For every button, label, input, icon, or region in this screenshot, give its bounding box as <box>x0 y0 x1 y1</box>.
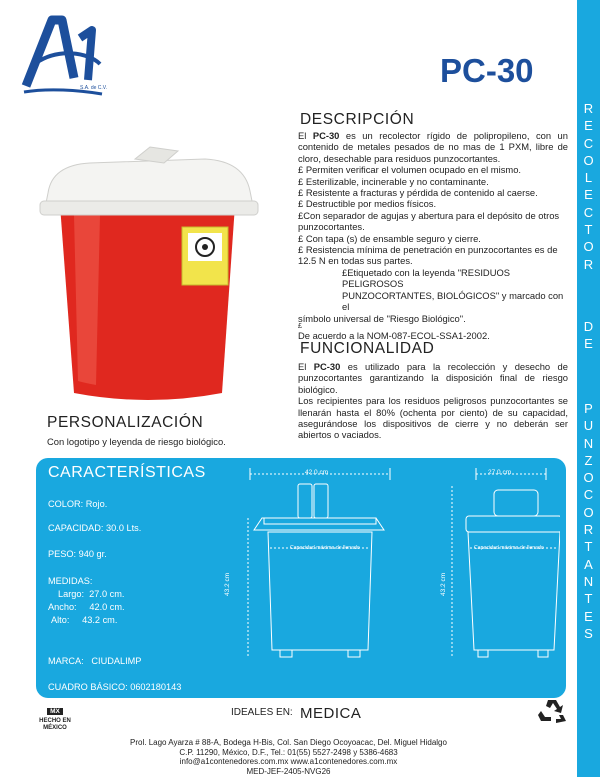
sidebar-letter: N <box>583 573 594 589</box>
sidebar-letter: R <box>583 101 594 116</box>
footer-line: C.P. 11290, México, D.F., Tel.: 01(55) 5527-2498 y 5386-4683 <box>179 747 398 757</box>
sidebar-letter: O <box>583 470 594 486</box>
sidebar-letter: E <box>584 608 593 624</box>
footer-address <box>0 738 577 776</box>
sidebar-letter: R <box>583 256 594 272</box>
funcionalidad-p1: El PC-30 es utilizado para la recolección y desecho de punzocortantes garantizando la disposición final de riesgo biológico. <box>298 361 568 395</box>
spec-alto: Alto: 43.2 cm. <box>51 615 118 625</box>
dim-side-width: 27.0 cm <box>488 469 512 476</box>
dimension-drawing <box>240 462 560 672</box>
sidebar-letter: N <box>583 435 594 451</box>
spec-medidas-label: MEDIDAS: <box>48 576 93 586</box>
spec-largo: Largo: 27.0 cm. <box>58 589 125 599</box>
caracteristicas-title: CARACTERÍSTICAS <box>48 464 206 481</box>
sidebar-letter: U <box>583 418 594 434</box>
spec-marca: MARCA: CIUDALIMP <box>48 656 142 666</box>
descripcion-bullet: £ Esterilizable, incinerable y no contaminante. <box>298 175 489 187</box>
sidebar-letter: L <box>584 170 593 186</box>
sidebar-letter: E <box>584 336 593 352</box>
descripcion-bullet: £ Resistente a fracturas y pérdida de contenido al caerse. <box>298 187 538 199</box>
product-photo <box>30 145 265 405</box>
made-in-mexico-badge <box>36 700 74 730</box>
fill-line-label-side: Capacidad máxima de llenado <box>474 545 544 551</box>
product-code: PC-30 <box>440 52 534 89</box>
descripcion-intro: El PC-30 es un recolector rígido de polipropileno, con un contenido de metales pesados de no mas de 1 PXM, libre de cloro, desechable para residuos punzocortantes. <box>298 130 568 164</box>
descripcion-bullet: £ Permiten verificar el volumen ocupado en el mismo. <box>298 164 522 176</box>
personalizacion-title: PERSONALIZACIÓN <box>47 414 204 431</box>
funcionalidad-title: FUNCIONALIDAD <box>300 340 435 357</box>
sidebar-word-de <box>577 318 600 353</box>
ideales-value: MEDICA <box>300 705 362 722</box>
dim-height-front: 43.2 cm <box>224 572 231 596</box>
sidebar-letter: C <box>583 204 594 220</box>
sidebar-word-punzocortantes <box>577 400 600 642</box>
mx-mark: MX <box>47 708 63 715</box>
sidebar-letter: T <box>584 539 593 555</box>
funcionalidad-body <box>298 361 568 441</box>
ideales-label: IDEALES EN: <box>231 707 293 718</box>
fill-line-label-front: Capacidad máxima de llenado <box>290 545 360 551</box>
sidebar-word-recolector <box>577 100 600 273</box>
made-in-line1: HECHO EN <box>39 718 71 724</box>
descripcion-label-line: £Etiquetado con la leyenda "RESIDUOS PELIGROSOS <box>342 266 511 290</box>
sidebar-letter: O <box>583 239 594 255</box>
sidebar-letter: Z <box>584 452 593 468</box>
descripcion-bullet: £ Resistencia mínima de penetración en punzocortantes es de 12.5 N en todas sus partes. <box>298 244 558 267</box>
footer-line: Prol. Lago Ayarza # 88-A, Bodega H-Bis, Col. San Diego Ocoyoacac, Del. Miguel Hidalgo <box>130 738 447 747</box>
descripcion-bullet: £Con separador de agujas y abertura para el depósito de otros punzocortantes. <box>298 209 560 233</box>
recycle-icon <box>537 697 567 725</box>
sidebar-letter: T <box>584 591 593 607</box>
footer-line: info@a1contenedores.com.mx www.a1contenedores.com.mx <box>179 757 398 767</box>
spec-color: COLOR: Rojo. <box>48 499 108 509</box>
spec-ancho: Ancho: 42.0 cm. <box>48 602 125 612</box>
sidebar-letter: P <box>584 401 593 416</box>
sidebar-letter: A <box>584 556 593 572</box>
sidebar-letter: C <box>583 135 594 151</box>
descripcion-label-line: PUNZOCORTANTES, BIOLÓGICOS" y marcado con el <box>342 289 564 313</box>
sidebar-letter: O <box>583 504 594 520</box>
spec-capacidad: CAPACIDAD: 30.0 Lts. <box>48 523 142 533</box>
sidebar-letter: R <box>583 522 594 538</box>
descripcion-pound: £ <box>298 322 302 330</box>
sidebar-letter: E <box>584 118 593 134</box>
sidebar-letter: O <box>583 152 594 168</box>
sidebar-letter: T <box>584 222 593 238</box>
spec-peso: PESO: 940 gr. <box>48 549 107 559</box>
spec-cuadro: CUADRO BÁSICO: 0602180143 <box>48 682 182 692</box>
sidebar-letter: E <box>584 187 593 203</box>
descripcion-bullet: £ Destructible por medios físicos. <box>298 198 437 210</box>
sidebar-letter: S <box>584 625 593 641</box>
personalizacion-text: Con logotipo y leyenda de riesgo biológico. <box>47 436 226 447</box>
funcionalidad-p2: Los recipientes para los residuos peligrosos punzocortantes se llenarán hasta el 80% (ochenta por ciento) de su capacidad, asegurándose los dispositivos de cierre y no deberán ser abiertos o vaciados. <box>298 395 568 441</box>
descripcion-title: DESCRIPCIÓN <box>300 111 415 128</box>
dim-height-side: 43.2 cm <box>440 572 447 596</box>
descripcion-body <box>298 130 568 341</box>
descripcion-bullet: £ Con tapa (s) de ensamble seguro y cierre. <box>298 232 481 244</box>
sidebar-letter: D <box>583 319 594 334</box>
footer-line: MED-JEF-2405-NVG26 <box>246 766 331 776</box>
logo-subtitle: S.A. de C.V. <box>80 85 108 91</box>
made-in-line2: MÉXICO <box>43 725 67 731</box>
descripcion-norm: De acuerdo a la NOM-087-ECOL-SSA1-2002. <box>298 329 490 341</box>
sidebar-letter: C <box>583 487 594 503</box>
descripcion-label-line: símbolo universal de "Riesgo Biológico". <box>298 312 466 324</box>
dim-front-width: 42.0 cm <box>305 469 329 476</box>
